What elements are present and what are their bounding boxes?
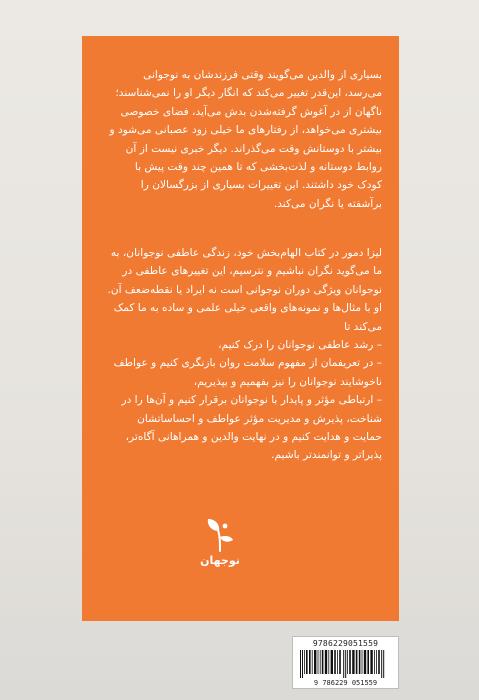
barcode-bar: [331, 650, 333, 674]
barcode-bar: [325, 650, 327, 674]
barcode-bar: [347, 650, 348, 674]
isbn-top-text: 9786229051559: [312, 639, 379, 648]
barcode-bar: [337, 650, 338, 674]
publisher-name: نوجهان: [200, 554, 240, 567]
description-paragraph-2: [96, 244, 382, 465]
barcode-bar: [334, 650, 336, 674]
barcode-bar: [322, 650, 324, 674]
isbn-barcode: [292, 636, 399, 689]
barcode-bar: [349, 650, 351, 674]
barcode-bar: [300, 650, 301, 678]
barcode-bar: [306, 650, 308, 674]
barcode-bar: [370, 650, 372, 674]
barcode-bar: [362, 650, 363, 674]
barcode-bar: [312, 650, 313, 674]
barcode-bar: [345, 650, 346, 678]
barcode-bar: [314, 650, 316, 674]
barcode-bar: [364, 650, 366, 674]
barcode-bar: [304, 650, 305, 674]
barcode-bar: [318, 650, 319, 674]
barcode-bar: [376, 650, 377, 674]
barcode-bar: [328, 650, 329, 674]
barcode-bar: [378, 650, 380, 674]
paragraph-1-text: بسیاری از والدین می‌گویند وقتی فرزندشان به نوجوانی می‌رسد، این‌قدر تغییر می‌کند که انگار دیگر او را نمی‌شناسند؛ ناگهان از در آغوش گرفته‌شدن بدش می‌آید، فضای خصوصی بیشتری می‌خواهد، از رفتارهای ما خیلی زود عصبانی می‌شود و بیشتر با دوستانش وقت می‌گذراند. دیگر خبری نیست از آن روابط دوستانه و لذت‌بخشی که تا همین چند وقت پیش با کودک خود داشتند. این تغییرات بسیاری از بزرگسالان را برآشفته یا نگران می‌کند.: [109, 69, 382, 210]
barcode-bar: [343, 650, 344, 678]
barcode-bar: [339, 650, 341, 674]
barcode-bars: [299, 650, 392, 678]
barcode-bar: [367, 650, 369, 674]
paragraph-2-text: لیزا دمور در کتاب الهام‌بخش خود، زندگی عاطفی نوجوانان، به ما می‌گوید نگران نباشیم و نترسیم، این تغییرهای عاطفی در نوجوانان ویژگی دوران نوجوانی است نه ایراد یا نقطه‌ضعف آن. او با مثال‌ها و نمونه‌های واقعی خیلی علمی و ساده به ما کمک می‌کند تا – رشد عاطفی نوجوانان را درک کنیم، – در تعریفمان از مفهوم سلامت روان بازنگری کنیم و عواطف ناخوشایند نوجوانان را نیز بفهمیم و بپذیریم، – ارتباطی مؤثر و پایدار با نوجوانان برقرار کنیم و آن‌ها را در شناخت، پذیرش و مدیریت مؤثر عواطف و احساساتشان حمایت و هدایت کنیم و در نهایت والدین و همراهانی آگاه‌تر، پذیراتر و توانمندتر باشیم.: [107, 247, 382, 462]
barcode-bar: [320, 650, 321, 674]
publisher-logo: [190, 518, 250, 578]
barcode-bar: [381, 650, 382, 678]
barcode-bar: [359, 650, 361, 674]
barcode-bar: [352, 650, 354, 674]
isbn-bottom-text: 9 786229 051559: [313, 679, 378, 687]
barcode-bar: [383, 650, 384, 678]
barcode-bar: [374, 650, 375, 674]
barcode-bar: [309, 650, 311, 674]
description-paragraph-1: [96, 66, 382, 213]
barcode-bar: [302, 650, 303, 678]
barcode-bar: [356, 650, 358, 674]
sprout-leaf-icon: [205, 518, 235, 552]
